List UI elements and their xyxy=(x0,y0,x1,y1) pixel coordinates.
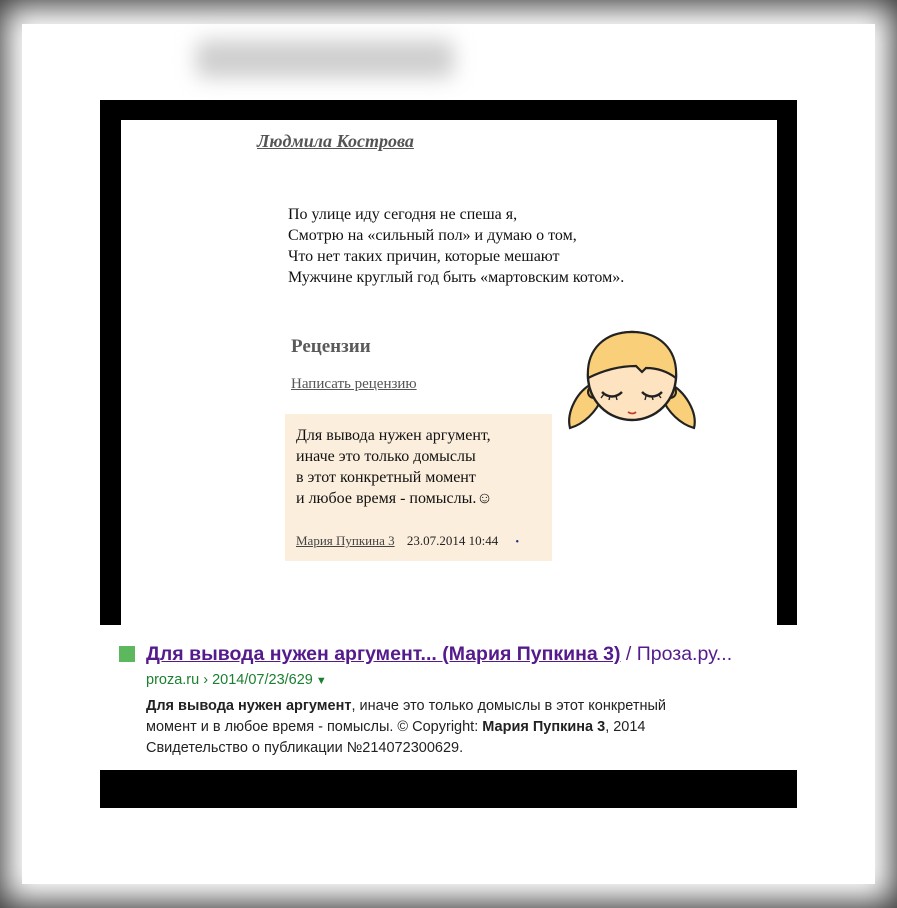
author-name-link[interactable]: Людмила Кострова xyxy=(257,131,414,151)
favicon-square-icon xyxy=(119,646,135,662)
poem-line: Смотрю на «сильный пол» и думаю о том, xyxy=(288,227,577,244)
search-result-title[interactable] xyxy=(146,643,786,666)
review-line: в этот конкретный момент xyxy=(296,469,476,486)
snippet-text: , иначе это только домыслы в этот конкретный момент и в любое время - помыслы. © Copyright: xyxy=(146,698,667,735)
blurred-header xyxy=(196,40,454,78)
poem-line: По улице иду сегодня не спеша я, xyxy=(288,206,518,223)
snippet-bold-query: Для вывода нужен аргумент xyxy=(146,698,352,714)
review-line: и любое время - помыслы.☺ xyxy=(296,490,493,507)
snippet-bold-author: Мария Пупкина 3 xyxy=(482,719,606,735)
url-dropdown-arrow-icon[interactable]: ▼ xyxy=(315,675,327,687)
search-result-title-site[interactable]: / Проза.ру... xyxy=(620,643,733,665)
review-line: иначе это только домыслы xyxy=(296,448,476,465)
reviews-heading: Рецензии xyxy=(291,336,371,357)
review-meta xyxy=(296,533,519,549)
poem-text xyxy=(288,204,624,288)
review-author-link[interactable]: Мария Пупкина 3 xyxy=(296,533,395,548)
search-result-title-link[interactable]: Для вывода нужен аргумент... (Мария Пупкина 3) xyxy=(146,643,621,665)
review-date: 23.07.2014 10:44 xyxy=(406,533,499,548)
snippet-text-end: , 2014 Свидетельство о публикации №214072300629. xyxy=(146,719,646,756)
review-line: Для вывода нужен аргумент, xyxy=(296,427,491,444)
girl-face-illustration xyxy=(562,328,702,440)
search-result-url[interactable] xyxy=(146,672,327,688)
poem-line: Мужчине круглый год быть «мартовским котом». xyxy=(288,269,625,286)
review-text xyxy=(296,425,493,509)
search-result-url-text[interactable]: proza.ru › 2014/07/23/629 xyxy=(146,672,313,688)
review-dot-icon: • xyxy=(515,537,520,548)
poem-line: Что нет таких причин, которые мешают xyxy=(288,248,560,265)
search-result-snippet xyxy=(146,696,706,759)
write-review-link[interactable]: Написать рецензию xyxy=(291,376,417,392)
